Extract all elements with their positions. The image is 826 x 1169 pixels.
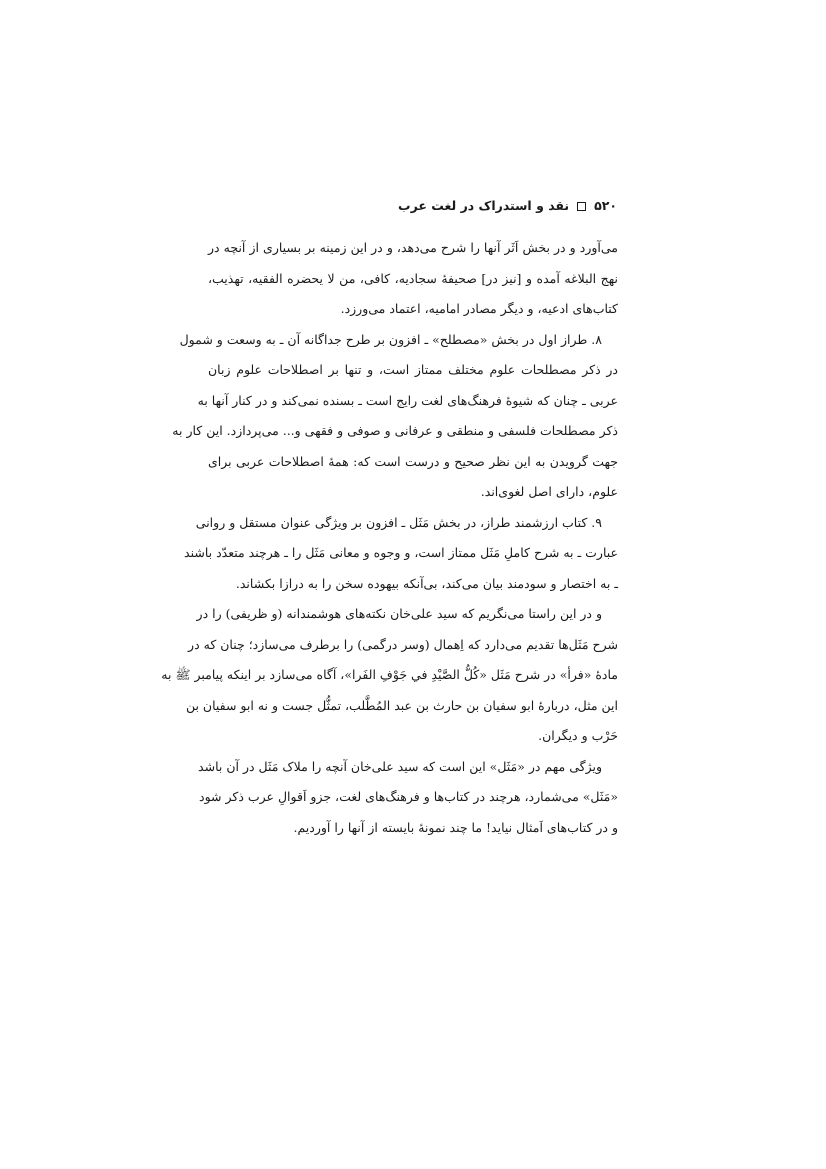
text-line: «مَثَل» می‌شمارد، هرچند در کتاب‌ها و فرهنگ‌های لغت، جزو اَقوالِ عرب ذکر شود	[199, 789, 618, 804]
text-line: می‌آورد و در بخش اَثَر آنها را شرح می‌دهد، و در این زمینه بر بسیاری از آنچه در	[208, 240, 618, 255]
text-line: مادهٔ «فرأ» در شرح مَثَل «كُلُّ الصَّيْدِ في جَوْفِ الفَرا»، آگاه می‌سازد بر اینکه پیامبر ﷺ به	[161, 667, 618, 682]
text-line: علوم، دارای اصل لغوی‌اند.	[480, 484, 618, 499]
text-line: ۸. طراز اول در بخش «مصطلح» ـ افزون بر طرح جداگانه آن ـ به وسعت و شمول	[179, 331, 602, 347]
body-text	[161, 233, 618, 843]
text-line: ذکر مصطلحات فلسفی و منطقی و عرفانی و صوفی و فقهی و... می‌پردازد. این کار به	[172, 423, 618, 438]
running-header	[398, 197, 617, 215]
text-line: و در این راستا می‌نگریم که سید علی‌خان نکته‌های هوشمندانه (و ظریفی) را در	[196, 606, 602, 621]
paragraph	[208, 233, 618, 325]
running-title: نقد و استدراک در لغت عرب	[398, 198, 570, 213]
text-line: کتاب‌های ادعیه، و دیگر مصادر امامیه، اعتماد می‌ورزد.	[340, 301, 618, 316]
paragraph	[184, 508, 618, 600]
text-line: ـ به اختصار و سودمند بیان می‌کند، بی‌آنکه بیهوده سخن را به درازا بکشاند.	[235, 575, 618, 591]
text-line: ویژگی مهم در «مَثَل» این است که سید علی‌خان آنچه را ملاک مَثَل در آن باشد	[198, 758, 602, 774]
text-line: ۹. کتاب ارزشمند طراز، در بخش مَثَل ـ افزون بر ویژگی عنوان مستقل و روانی	[195, 514, 602, 530]
text-line: نهج البلاغه آمده و [نیز در] صحیفهٔ سجادیه، کافی، من لا یحضره الفقیه، تهذیب،	[208, 270, 618, 286]
text-line: این مثل، دربارهٔ ابو سفیان بن حارث بن عبد المُطَّلب، تمثُّل جست و نه ابو سفیان بن	[185, 697, 618, 713]
text-line: شرح مَثَل‌ها تقدیم می‌دارد که اِهمال (وسر درگمی) را برطرف می‌سازد؛ چنان که در	[188, 636, 618, 652]
text-line: حَرْب و دیگران.	[538, 728, 618, 743]
text-line: عبارت ـ به شرح کاملِ مَثَل ممتاز است، و وجوه و معانی مَثَل را ـ هرچند متعدّد باشند	[184, 545, 618, 560]
paragraph	[161, 599, 618, 752]
text-line: جهت گرویدن به این نظر صحیح و درست است که: همهٔ اصطلاحات عربی برای	[208, 453, 618, 469]
text-line: در ذکر مصطلحات علوم مختلف ممتاز است، و تنها بر اصطلاحات علوم زبان	[208, 362, 618, 377]
text-line: و در کتاب‌های اَمثال نیاید! ما چند نمونهٔ بایسته از آنها را آوردیم.	[293, 819, 618, 835]
paragraph	[172, 325, 618, 508]
paragraph	[198, 752, 618, 844]
square-ornament-icon	[577, 202, 586, 211]
page-number: ۵۲۰	[594, 198, 617, 213]
text-line: عربی ـ چنان که شیوهٔ فرهنگ‌های لغت رایج است ـ بسنده نمی‌کند و در کنار آنها به	[197, 392, 618, 408]
